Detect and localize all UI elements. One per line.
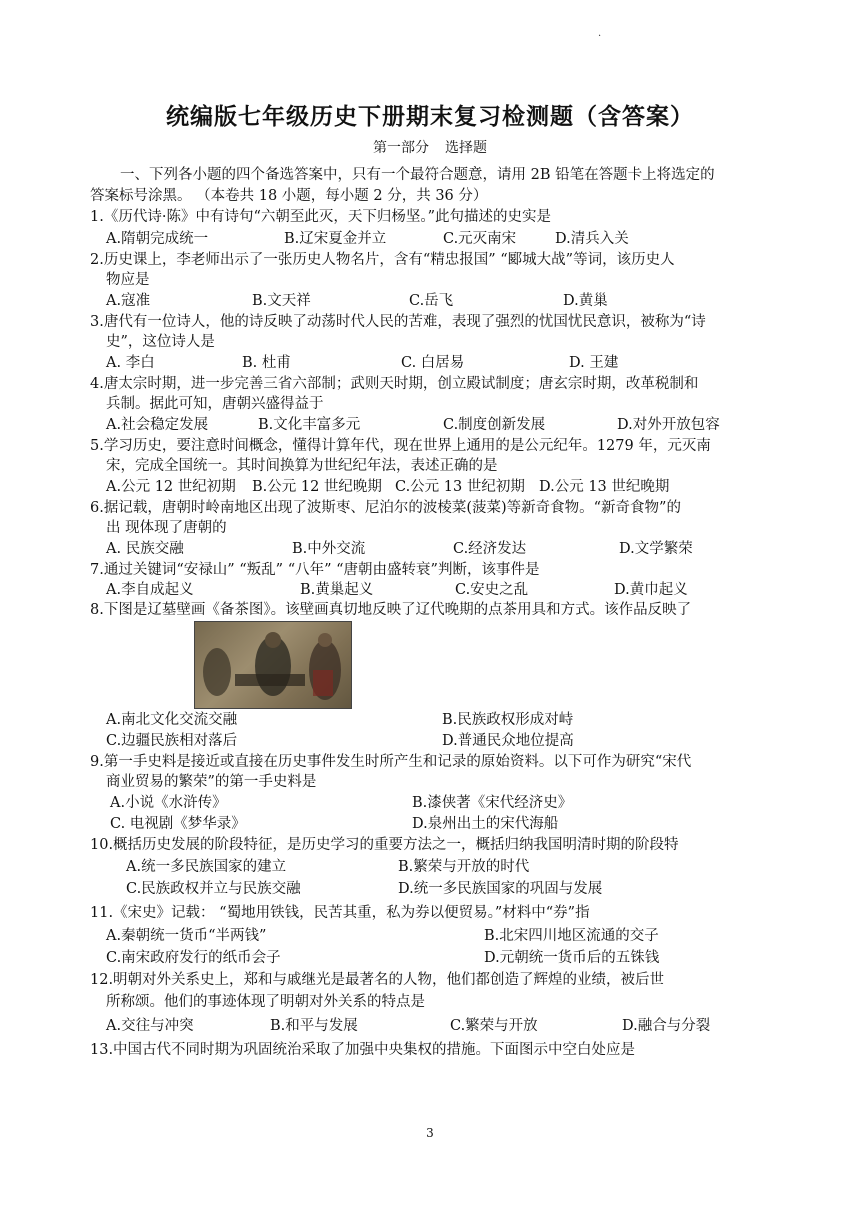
q9-option-a: A.小说《水浒传》: [110, 795, 227, 811]
q7-option-c: C.安史之乱: [455, 582, 529, 598]
q3-option-a: A. 李白: [106, 355, 155, 371]
question-11-stem: 11.《宋史》记载： “蜀地用铁钱，民苦其重，私为券以便贸易。”材料中“券”指: [90, 905, 590, 921]
tea-preparation-mural-image: [194, 621, 352, 709]
question-5-stem: 5.学习历史，要注意时间概念，懂得计算年代，现在世界上通用的是公元纪年。1279 年，元灭南: [90, 438, 711, 454]
q6-option-c: C.经济发达: [453, 541, 527, 557]
question-1-stem: 1.《历代诗·陈》中有诗句“六朝至此灭，天下归杨坚。”此句描述的史实是: [90, 209, 552, 225]
q8-option-b: B.民族政权形成对峙: [442, 712, 574, 728]
question-3-stem-cont: 史”，这位诗人是: [106, 334, 215, 350]
q7-option-a: A.李自成起义: [106, 582, 194, 598]
q9-option-d: D.泉州出土的宋代海船: [412, 816, 559, 832]
q10-option-a: A.统一多民族国家的建立: [126, 859, 287, 875]
q11-option-c: C.南宋政府发行的纸币会子: [106, 950, 281, 966]
q11-option-b: B.北宋四川地区流通的交子: [484, 928, 659, 944]
page-number: 3: [426, 1126, 434, 1140]
instructions-line-1: 一、下列各小题的四个备选答案中，只有一个最符合题意，请用 2B 铅笔在答题卡上将选定的: [120, 167, 715, 183]
q2-option-b: B.文天祥: [252, 293, 311, 309]
page-title: 统编版七年级历史下册期末复习检测题（含答案）: [166, 104, 694, 130]
question-3-stem: 3.唐代有一位诗人，他的诗反映了动荡时代人民的苦难，表现了强烈的忧国忧民意识，被称为“诗: [90, 314, 706, 330]
question-6-stem-cont: 出 现体现了唐朝的: [106, 520, 227, 536]
q6-option-d: D.文学繁荣: [619, 541, 693, 557]
q9-option-b: B.漆侠著《宋代经济史》: [412, 795, 573, 811]
q5-option-b: B.公元 12 世纪晚期: [252, 479, 382, 495]
question-4-stem-cont: 兵制。据此可知，唐朝兴盛得益于: [106, 396, 324, 412]
q8-option-a: A.南北文化交流交融: [106, 712, 238, 728]
question-2-stem-cont: 物应是: [106, 272, 150, 288]
question-9-stem: 9.第一手史料是接近或直接在历史事件发生时所产生和记录的原始资料。以下可作为研究“宋代: [90, 754, 692, 770]
q1-option-c: C.元灭南宋: [443, 231, 517, 247]
q2-option-a: A.寇准: [106, 293, 151, 309]
question-7-stem: 7.通过关键词“安禄山” “叛乱” “八年” “唐朝由盛转衰”判断，该事件是: [90, 562, 540, 578]
q7-option-d: D.黄巾起义: [614, 582, 688, 598]
question-12-stem-cont: 所称颂。他们的事迹体现了明朝对外关系的特点是: [106, 994, 425, 1010]
q4-option-b: B.文化丰富多元: [258, 417, 361, 433]
question-4-stem: 4.唐太宗时期，进一步完善三省六部制；武则天时期，创立殿试制度；唐玄宗时期，改革税制和: [90, 376, 699, 392]
section-heading: [0, 137, 860, 157]
q11-option-a: A.秦朝统一货币“半两钱”: [106, 928, 267, 944]
q4-option-d: D.对外开放包容: [617, 417, 720, 433]
question-9-stem-cont: 商业贸易的繁荣”的第一手史料是: [106, 774, 317, 790]
q8-option-c: C.边疆民族相对落后: [106, 733, 238, 749]
q6-option-b: B.中外交流: [292, 541, 366, 557]
question-2-stem: 2.历史课上，李老师出示了一张历史人物名片，含有“精忠报国” “郾城大战”等词，该历史人: [90, 252, 675, 268]
question-12-stem: 12.明朝对外关系史上，郑和与戚继光是最著名的人物，他们都创造了辉煌的业绩，被后世: [90, 972, 665, 988]
q11-option-d: D.元朝统一货币后的五铢钱: [484, 950, 660, 966]
q9-option-c: C. 电视剧《梦华录》: [110, 816, 246, 832]
q8-option-d: D.普通民众地位提高: [442, 733, 574, 749]
q12-option-c: C.繁荣与开放: [450, 1018, 538, 1034]
part-type: 选择题: [445, 140, 487, 156]
q1-option-a: A.隋朝完成统一: [106, 231, 209, 247]
q7-option-b: B.黄巢起义: [300, 582, 374, 598]
q3-option-c: C. 白居易: [401, 355, 465, 371]
instructions-line-2: 答案标号涂黑。 （本卷共 18 小题，每小题 2 分，共 36 分）: [90, 188, 488, 204]
q3-option-d: D. 王建: [569, 355, 619, 371]
q4-option-a: A.社会稳定发展: [106, 417, 209, 433]
q2-option-d: D.黄巢: [563, 293, 608, 309]
question-8-stem: 8.下图是辽墓壁画《备茶图》。该壁画真切地反映了辽代晚期的点茶用具和方式。该作品反映了: [90, 602, 692, 618]
q10-option-c: C.民族政权并立与民族交融: [126, 881, 301, 897]
question-6-stem: 6.据记载，唐朝时岭南地区出现了波斯枣、尼泊尔的波棱菜(菠菜)等新奇食物。“新奇食物”的: [90, 500, 681, 516]
q4-option-c: C.制度创新发展: [443, 417, 546, 433]
q5-option-a: A.公元 12 世纪初期: [106, 479, 236, 495]
part-name: 第一部分: [373, 140, 429, 156]
question-10-stem: 10.概括历史发展的阶段特征，是历史学习的重要方法之一，概括归纳我国明清时期的阶段特: [90, 837, 679, 853]
question-5-stem-cont: 宋，完成全国统一。其时间换算为世纪纪年法，表述正确的是: [106, 458, 498, 474]
q1-option-b: B.辽宋夏金并立: [284, 231, 387, 247]
q10-option-d: D.统一多民族国家的巩固与发展: [398, 881, 603, 897]
q1-option-d: D.清兵入关: [555, 231, 629, 247]
mural-figures-icon: [195, 622, 351, 708]
q6-option-a: A. 民族交融: [106, 541, 184, 557]
q10-option-b: B.繁荣与开放的时代: [398, 859, 530, 875]
page-mark: .: [598, 28, 602, 39]
question-13-stem: 13.中国古代不同时期为巩固统治采取了加强中央集权的措施。下面图示中空白处应是: [90, 1042, 636, 1058]
q12-option-b: B.和平与发展: [270, 1018, 358, 1034]
q12-option-a: A.交往与冲突: [106, 1018, 194, 1034]
q5-option-c: C.公元 13 世纪初期: [395, 479, 525, 495]
q5-option-d: D.公元 13 世纪晚期: [539, 479, 670, 495]
q2-option-c: C.岳飞: [409, 293, 454, 309]
q3-option-b: B. 杜甫: [242, 355, 291, 371]
q12-option-d: D.融合与分裂: [622, 1018, 711, 1034]
